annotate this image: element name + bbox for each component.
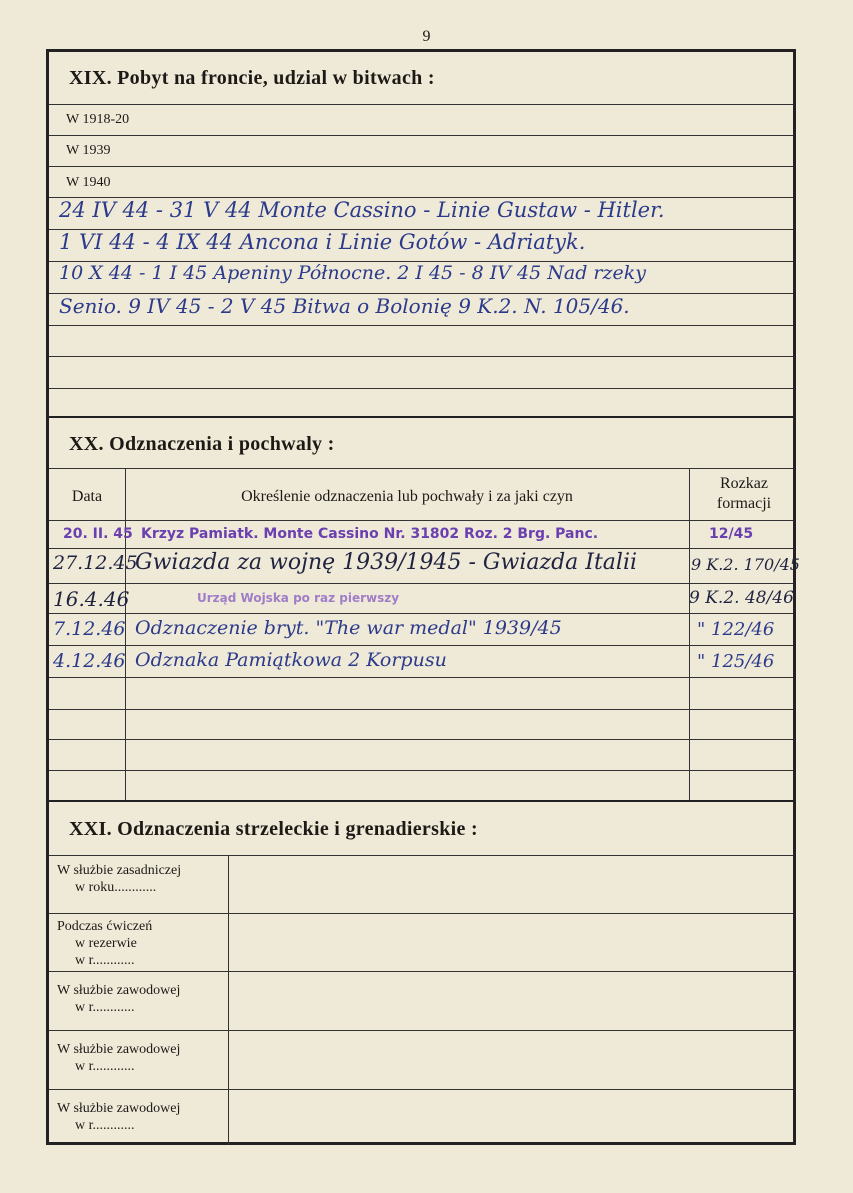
rule: [49, 913, 793, 914]
stamp-order: 12/45: [709, 526, 754, 542]
entry-date-2: 16.4.46: [53, 587, 130, 611]
handwritten-line-4: Senio. 9 IV 45 - 2 V 45 Bitwa o Bolonię 9 K.2. N. 105/46.: [59, 294, 630, 318]
rule: [49, 548, 793, 549]
entry-order-2: 9 K.2. 48/46: [689, 588, 794, 608]
rule: [49, 1030, 793, 1031]
entry-order-1: 9 K.2. 170/45: [691, 555, 800, 574]
page-number: 9: [422, 28, 431, 45]
handwritten-line-2: 1 VI 44 - 4 IX 44 Ancona i Linie Gotów - Adriatyk.: [59, 230, 586, 254]
entry-date-1: 27.12.45: [53, 552, 138, 574]
rule: [49, 677, 793, 678]
header-date: Data: [71, 488, 103, 505]
entry-order-3: " 122/46: [697, 619, 775, 640]
section-divider: [49, 800, 793, 802]
header-order: Rozkaz formacji: [716, 475, 772, 512]
section-xix-title: XIX. Pobyt na froncie, udzial w bitwach :: [69, 67, 435, 89]
rifle-row-label: [57, 1100, 180, 1134]
rifle-row-label: [57, 862, 181, 896]
rule: [49, 613, 793, 614]
rifle-row-text: W służbie zawodowej: [57, 1101, 181, 1116]
rifle-row-label: [57, 982, 180, 1016]
rule: [49, 739, 793, 740]
stamp-description: Krzyz Pamiatk. Monte Cassino Nr. 31802 Roz. 2 Brg. Panc.: [141, 526, 599, 542]
rifle-row-text: Podczas ćwiczeń: [57, 919, 153, 934]
rule: [49, 388, 793, 389]
handwritten-line-3: 10 X 44 - 1 I 45 Apeniny Północne. 2 I 45 - 8 IV 45 Nad rzeky: [59, 262, 646, 284]
rifle-row-text: W służbie zasadniczej: [57, 863, 182, 878]
section-divider: [49, 416, 793, 418]
entry-desc-3: Odznaczenie bryt. "The war medal" 1939/45: [135, 617, 562, 639]
row-label-1939: W 1939: [66, 143, 111, 158]
rule: [49, 770, 793, 771]
rifle-row-label: [57, 918, 152, 969]
rule: [49, 520, 793, 521]
col-rule: [689, 468, 690, 800]
rule: [49, 709, 793, 710]
rifle-row-text: W służbie zawodowej: [57, 983, 181, 998]
faint-stamp: Urząd Wojska po raz pierwszy: [197, 591, 400, 605]
rule: [49, 971, 793, 972]
rifle-row-year: w r............: [75, 1059, 135, 1074]
stamp-date: 20. II. 45: [63, 526, 133, 542]
entry-desc-4: Odznaka Pamiątkowa 2 Korpusu: [135, 649, 447, 671]
rule: [49, 855, 793, 856]
row-label-1940: W 1940: [66, 175, 111, 190]
rifle-row-label: [57, 1041, 180, 1075]
rule: [49, 325, 793, 326]
form-frame: [46, 49, 800, 1145]
rule: [49, 468, 793, 469]
row-label-1918: W 1918-20: [66, 112, 130, 127]
rule: [49, 166, 793, 167]
col-rule: [228, 855, 229, 1145]
rifle-row-sub: w rezerwie: [75, 936, 137, 951]
rule: [49, 135, 793, 136]
section-xxi-title: XXI. Odznaczenia strzeleckie i grenadierskie :: [69, 818, 478, 840]
entry-date-3: 7.12.46: [53, 618, 126, 640]
rifle-row-text: W służbie zawodowej: [57, 1042, 181, 1057]
rule: [49, 583, 793, 584]
rifle-row-year: w roku............: [75, 880, 157, 895]
entry-order-4: " 125/46: [697, 651, 775, 672]
entry-date-4: 4.12.46: [53, 650, 126, 672]
header-description: Określenie odznaczenia lub pochwały i za jaki czyn: [241, 488, 573, 505]
rule: [49, 645, 793, 646]
rifle-row-year: w r............: [75, 953, 135, 968]
rifle-row-year: w r............: [75, 1000, 135, 1015]
rule: [49, 104, 793, 105]
handwritten-line-1: 24 IV 44 - 31 V 44 Monte Cassino - Linie Gustaw - Hitler.: [59, 198, 665, 222]
rifle-row-year: w r............: [75, 1118, 135, 1133]
entry-desc-1: Gwiazda za wojnę 1939/1945 - Gwiazda Italii: [135, 550, 638, 575]
rule: [49, 356, 793, 357]
section-xx-title: XX. Odznaczenia i pochwaly :: [69, 433, 335, 455]
rule: [49, 1089, 793, 1090]
